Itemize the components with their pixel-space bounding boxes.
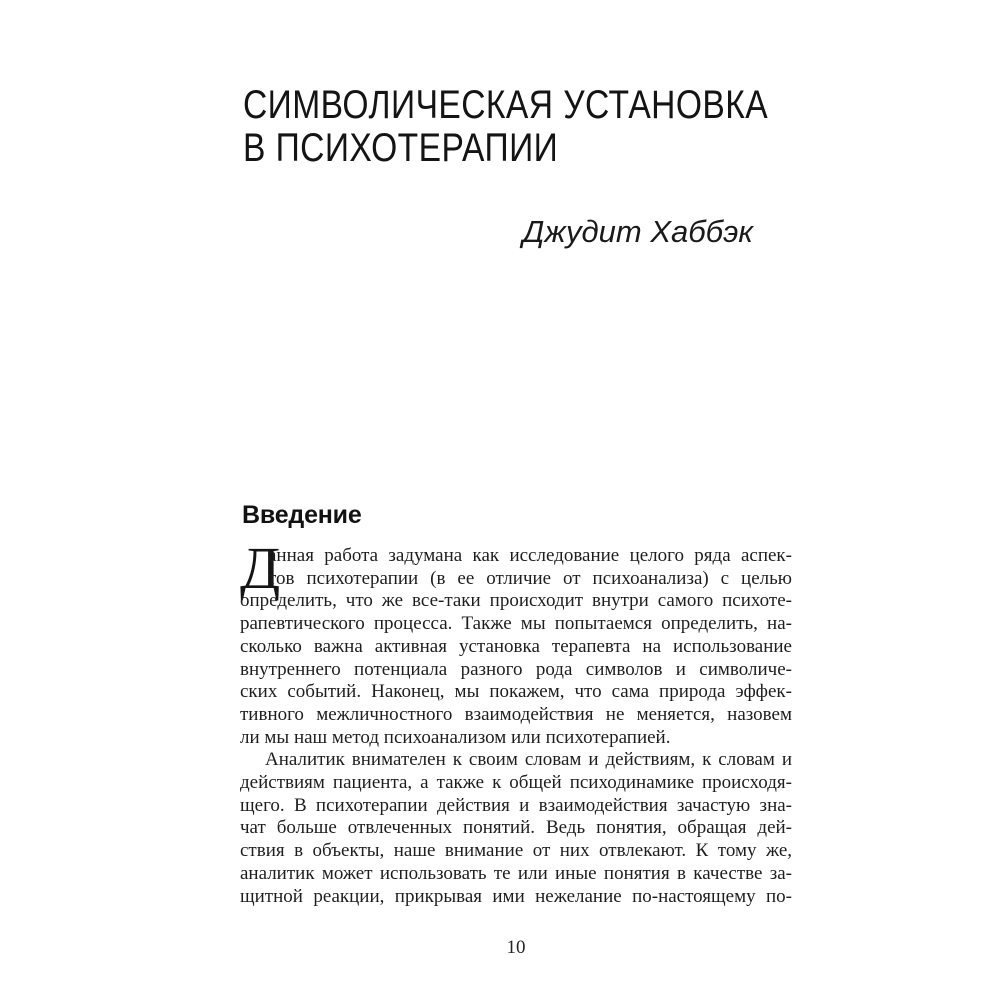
chapter-title [243,84,868,170]
paragraph-line: действиям пациента, а также к общей психодинамике происходя- [240,772,792,794]
paragraph-line: ствия в объекты, наше внимание от них отвлекают. К тому же, [240,840,792,862]
paragraph-line: щего. В психотерапии действия и взаимодействия зачастую зна- [240,794,792,816]
page-number: 10 [506,937,526,958]
section-heading: Введение [242,501,362,529]
paragraph-line: аналитик может использовать те или иные понятия в качестве за- [240,862,792,884]
paragraph-1 [240,535,792,749]
paragraph-line: сколько важна активная установка терапевта на использование [240,635,792,657]
paragraph-line: внутреннего потенциала разного рода символов и символиче- [240,658,792,680]
paragraph-2 [240,749,792,908]
paragraph-line: анная работа задумана как исследование целого ряда аспек- [268,545,792,566]
body-text [240,535,792,908]
chapter-title-line2: В ПСИХОТЕРАПИИ [243,126,559,170]
paragraph-line: чат больше отвлеченных понятий. Ведь понятия, обращая дей- [240,817,792,839]
paragraph-line: определить, что же все-таки происходит внутри самого психоте- [240,590,792,612]
paragraph-line: щитной реакции, прикрывая ими нежелание по-настоящему по- [240,885,792,907]
paragraph-line: Аналитик внимателен к своим словам и действиям, к словам и [265,749,792,771]
paragraph-line: ских событий. Наконец, мы покажем, что сама природа эффек- [240,681,792,703]
paragraph-line: рапевтического процесса. Также мы попытаемся определить, на- [240,613,792,635]
chapter-title-line1: СИМВОЛИЧЕСКАЯ УСТАНОВКА [243,83,769,127]
author-name: Джудит Хаббэк [522,214,753,249]
paragraph-line: тов психотерапии (в ее отличие от психоанализа) с целью [268,567,792,589]
paragraph-line: тивного межличностного взаимодействия не меняется, назовем [240,703,792,725]
drop-cap: Д [240,535,281,601]
paragraph-line: ли мы наш метод психоанализом или психотерапией. [240,726,671,748]
